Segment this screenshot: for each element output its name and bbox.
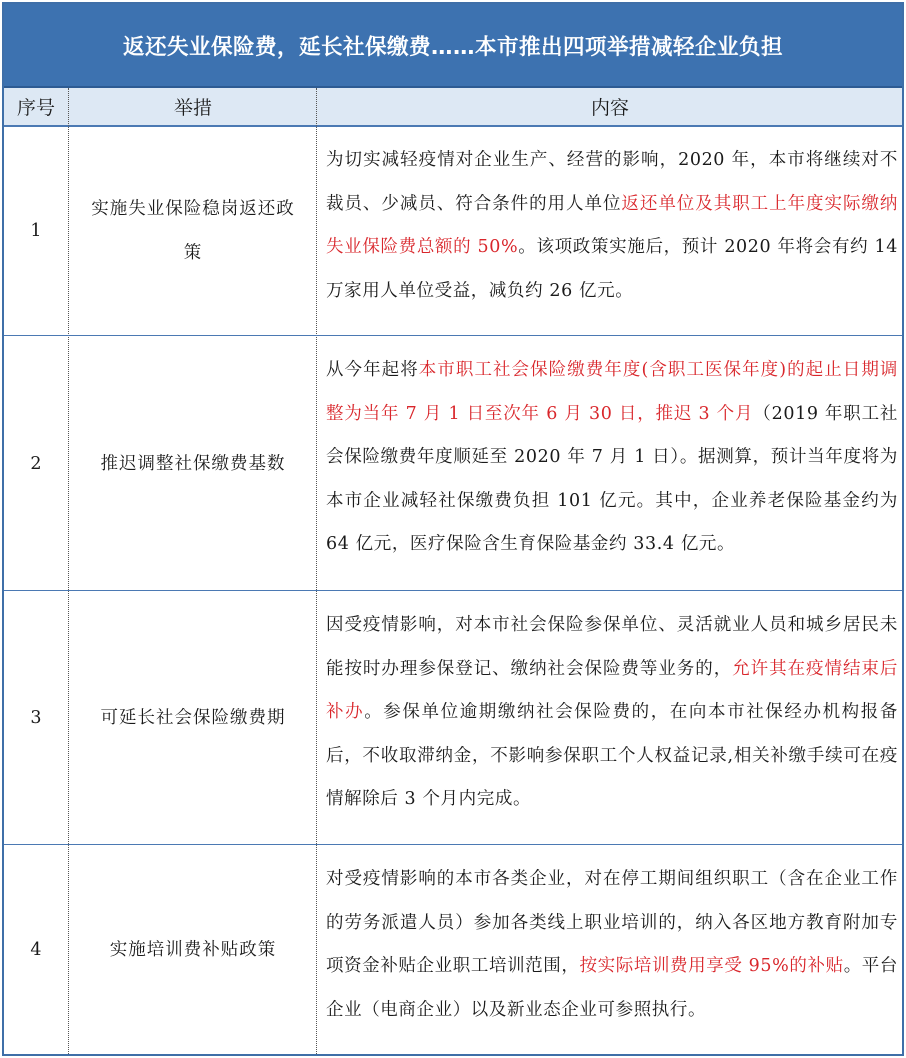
content-highlight: 允许其在疫情结束后补办 (326, 658, 898, 723)
row-number: 2 (30, 453, 42, 474)
row-number: 3 (30, 708, 42, 728)
content-highlight: 返还单位及其职工上年度实际缴纳失业保险费总额的 50% (326, 193, 899, 258)
row-number: 4 (30, 940, 42, 960)
table-header-row (4, 88, 902, 127)
row-measure-text: 实施失业保险稳岗返还政策 (91, 199, 295, 263)
content-text: 为切实减轻疫情对企业生产、经营的影响，2020 年，本市将继续对不裁员、少减员、符合条件的用人单位 (326, 150, 898, 214)
table-row (4, 127, 902, 336)
row-number: 1 (30, 221, 42, 241)
content-text: 从今年起将 (326, 360, 419, 380)
table-row (4, 337, 902, 591)
row-measure-text: 推迟调整社保缴费基数 (100, 453, 286, 474)
row-content (326, 858, 898, 1032)
row-measure-text: 可延长社会保险缴费期 (100, 708, 286, 728)
content-text: 。参保单位逾期缴纳社会保险费的，在向本市社保经办机构报备后，不收取滞纳金，不影响参保职工个人权益记录,相关补缴手续可在疫情解除后 3 个月内完成。 (326, 702, 898, 810)
content-highlight: 本市职工社会保险缴费年度(含职工医保年度)的起止日期调整为当年 7 月 1 日至次年 6 月 30 日，推迟 3 个月 (326, 360, 898, 424)
content-text: 对受疫情影响的本市各类企业，对在停工期间组织职工（含在企业工作的劳务派遣人员）参加各类线上职业培训的，纳入各区地方教育附加专项资金补贴企业职工培训范围， (326, 869, 898, 977)
header-num: 序号 (16, 97, 55, 119)
table-row (4, 846, 902, 1054)
content-text: 。该项政策实施后，预计 2020 年将会有约 14 万家用人单位受益，减负约 26 亿元。 (326, 237, 898, 301)
content-text: 因受疫情影响，对本市社会保险参保单位、灵活就业人员和城乡居民未能按时办理参保登记、缴纳社会保险费等业务的， (326, 615, 898, 679)
row-measure (70, 337, 316, 590)
row-measure-text: 实施培训费补贴政策 (109, 940, 277, 960)
row-measure (70, 127, 316, 335)
row-measure (70, 592, 316, 844)
row-content (326, 349, 898, 567)
policy-table (2, 2, 904, 1056)
header-content: 内容 (590, 97, 629, 119)
row-measure (70, 846, 316, 1054)
row-content (326, 604, 898, 822)
table-title: 返还失业保险费，延长社保缴费……本市推出四项举措减轻企业负担 (4, 4, 902, 88)
table-row (4, 592, 902, 845)
row-content (326, 139, 898, 313)
content-text: （2019 年职工社会保险缴费年度顺延至 2020 年 7 月 1 日）。据测算，预计当年度将为本市企业减轻社保缴费负担 101 亿元。其中，企业养老保险基金约为 64 亿元，医疗保险含生育保险基金约 33.4 亿元。 (326, 403, 898, 555)
content-text: 。平台企业（电商企业）以及新业态企业可参照执行。 (326, 956, 899, 1020)
header-measure: 举措 (173, 97, 212, 119)
content-highlight: 按实际培训费用享受 95%的补贴 (579, 956, 844, 977)
